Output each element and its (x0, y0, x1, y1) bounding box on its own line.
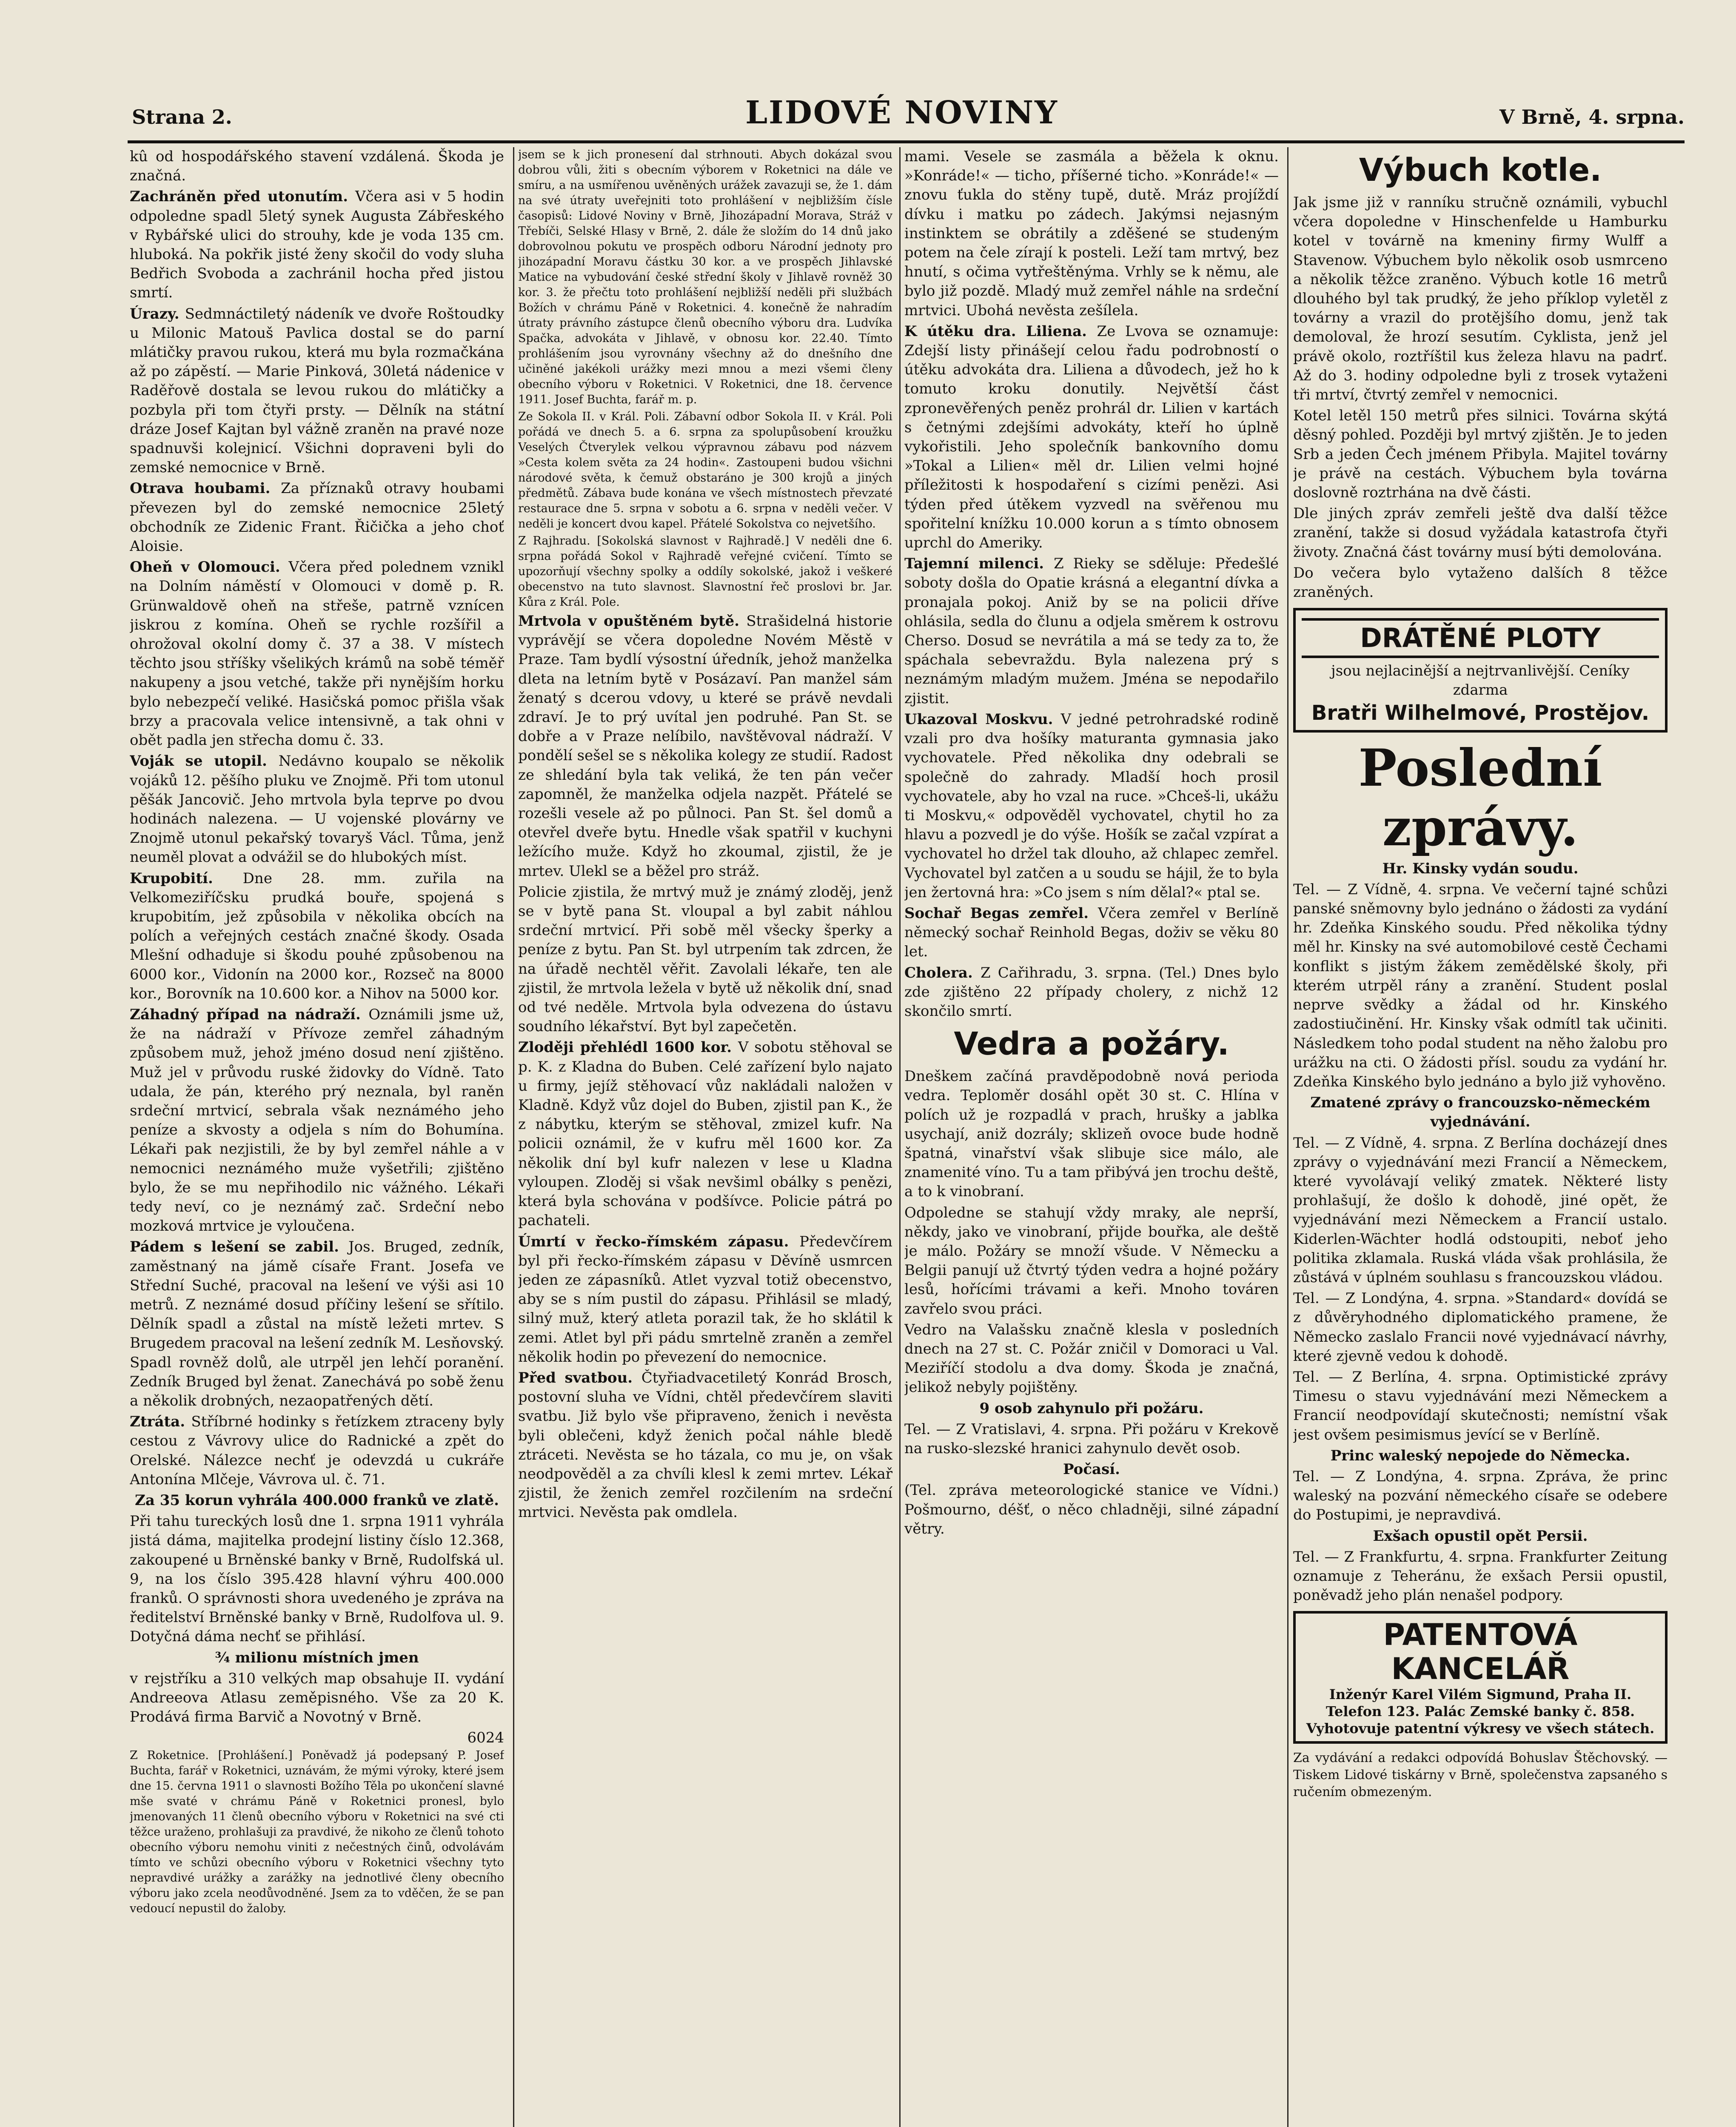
article-paragraph: Policie zjistila, že mrtvý muž je známý zloděj, jenž se v bytě pana St. vloupal a byl zabit náhlou srdeční mrtvicí. Při sobě měl všecky šperky a peníze z bytu. Pan St. byl utrpením tak zdrcen, že na úřadě nechtěl věřit. Zavolali lékaře, ten ale zjistil, že mrtvola ležela v bytě už několik dní, snad od tvé neděle. Mrtvola byla odvezena do ústavu soudního lékařství. Byt byl zapečetěn. (518, 883, 892, 1035)
article-text: V sobotu stěhoval se p. K. z Kladna do Buben. Celé zařízení bylo najato u firmy, jejíž stěhovací vůz nakládali naložen v Kladně. Když vůz dojel do Buben, zjistil pan K., že z nábytku, kterým se stěhoval, zmizel kufr. Na policii oznámil, že v kufru měl 1600 kor. Za několik dní byl kufr nalezen v lese u Kladna vyloupen. Zloděj si však nevšiml obálky s penězi, která byla schována v podšívce. Policie pátrá po pachateli. (518, 1039, 892, 1229)
column-divider (899, 147, 901, 2127)
article-paragraph (904, 710, 1279, 902)
article-paragraph: Při tahu tureckých losů dne 1. srpna 1911 vyhrála jistá dáma, majitelka prodejní listiny číslo 12.368, zakoupené u Brněnské banky v Brně, Rudolfská ul. 9, na los číslo 395.428 hlavní výhru 400.000 franků. O správnosti shora uvedeného je zpráva na ředitelství Brněnské banky v Brně, Rudolfova ul. 9. Dotyčná dáma nechť se přihlásí. (130, 1513, 504, 1645)
article-text: Předevčírem byl při řecko-římském zápasu v Děvíně usmrcen jeden ze zápasníků. Atlet vyzval totiž obecenstvo, aby se s ním pustil do zápasu. Přihlásil se mladý, silný muž, který atleta porazil tak, že ho sklátil k zemi. Atlet byl při pádu smrtelně zraněn a zemřel několik hodin po převezení do nemocnice. (518, 1233, 892, 1366)
article-headline: Ukazoval Moskvu. (904, 710, 1061, 728)
imprint-notice: Za vydávání a redakci odpovídá Bohuslav Štěchovský. — Tiskem Lidové tiskárny v Brně, společenstva zapsaného s ručením obmezeným. (1293, 1751, 1668, 1800)
article-paragraph: (Tel. zpráva meteorologické stanice ve Vídni.) Pošmourno, déšť, o něco chladněji, silné západní větry. (904, 1482, 1279, 1537)
section-headline: Vedra a požáry. (954, 1026, 1229, 1063)
ad-line: Vyhotovuje patentní výkresy ve všech státech. (1306, 1720, 1655, 1737)
article-headline: Exšach opustil opět Persii. (1373, 1527, 1588, 1545)
article-paragraph: Dneškem začíná pravděpodobně nová perioda vedra. Teploměr dosáhl opět 30 st. C. Hlína v polích už je rozpadlá v prach, hrušky a jablka usychají, aniž dozrály; sklizeň ovoce bude hodně špatná, vinařství však slibuje sice málo, ale znamenité víno. Tu a tam přibývá jen trochu deště, a to k vinobraní. (904, 1068, 1279, 1200)
article-paragraph: Z Roketnice. [Prohlášení.] Poněvadž já podepsaný P. Josef Buchta, farář v Roketnici, uznávám, že mými výroky, které jsem dne 15. června 1911 o slavnosti Božího Těla po ukončení slavné mše svaté v chrámu Páně v Roketnici pronesl, bylo jmenovaných 11 členů obecního výboru v Roketnici na své cti těžce uraženo, prohlašuji za pravdivé, že nikoho ze členů tohoto obecního výboru nemohu viniti z nečestných činů, odvolávám tímto ve schůzi obecního výboru v Roketnici všechny tyto nepravdivé urážky a zarážky na jednotlivé členy obecního výboru jako zcela neodůvodněné. Jsem za to vděčen, že se pan vedoucí nepustil do žaloby. (130, 1748, 504, 1915)
issue-date: V Brně, 4. srpna. (1499, 105, 1685, 128)
column-4 (1293, 147, 1668, 2127)
ad-line: Telefon 123. Palác Zemské banky č. 858. (1326, 1703, 1635, 1720)
article-headline: Voják se utopil. (130, 753, 279, 770)
article-paragraph (130, 558, 504, 750)
article-headline: Otrava houbami. (130, 480, 281, 497)
page-header (132, 94, 1685, 145)
article-headline: Úmrtí v řecko-římském zápasu. (518, 1233, 800, 1250)
article-paragraph: Tel. — Z Londýna, 4. srpna. »Standard« dovídá se z důvěryhodného diplomatického pramene, že Německo zaslalo Francii nové vyjednávací návrhy, které zjevně vedou k dohodě. (1293, 1290, 1668, 1365)
article-text: Ze Lvova se oznamuje: Zdejší listy přinášejí celou řadu podrobností o útěku advokáta dra. Liliena a důvodech, jež ho k tomuto kroku donutily. Největší část zpronevěřených peněz prohrál dr. Lilien v kartách s četnými zdejšími advokáty, kteří ho úplně vykořistili. Jeho společník bankovního domu »Tokal a Lilien« měl dr. Lilien velmi hojné příležitosti k hospodaření s cizími penězi. Asi týden před útěkem vyzvedl na svěřenou mu spořitelní knížku 10.000 korun a s tímto obnosem uprchl do Ameriky. (904, 322, 1279, 552)
ad-line: Inženýr Karel Vilém Sigmund, Praha II. (1329, 1686, 1632, 1703)
ad-line: jsou nejlacinější a nejtrvanlivější. Ceníky zdarma (1331, 662, 1630, 699)
article-text: Stříbrné hodinky s řetízkem ztraceny byly cestou z Vávrovy ulice do Radnické a zpět do Orelské. Nálezce nechť je odevzdá u cukráře Antonína Mlčeje, Vávrova ul. č. 71. (130, 1413, 504, 1488)
article-paragraph (130, 305, 504, 478)
article-text: Nedávno koupalo se několik vojáků 12. pěšího pluku ve Znojmě. Při tom utonul pěšák Jancovič. Jeho mrtvola byla teprve po dvou hodinách nalezena. — U vojenské plovárny ve Znojmě utonul pekařský tovaryš Václ. Tůma, jenž neuměl plovat a odvážil se do hlubokých míst. (130, 753, 504, 866)
article-paragraph (518, 1232, 892, 1367)
ad-number: 6024 (467, 1729, 504, 1747)
article-paragraph: Tel. — Z Vídně, 4. srpna. Ve večerní tajné schůzi panské sněmovny bylo jednáno o žádosti za vydání hr. Zdeňka Kinského soudu. Před několika týdny měl hr. Kinsky na své automobilové cestě Čechami konflikt s jistým žákem zemědělské školy, při kterém utrpěl rány a zranění. Student poslal neprve svědky a žádal od hr. Kinského zadostiučinění. Hr. Kinsky však odmítl tak učiniti. Následkem toho podal student na něho žalobu pro urážku na cti. O žádosti přísl. soudu za vydání hr. Zdeňka Kinského bylo jednáno a bylo již vyhověno. (1293, 881, 1668, 1090)
article-paragraph: mami. Vesele se zasmála a běžela k oknu. »Konráde!« — ticho, příšerné ticho. »Konráde!« — znovu ťukla do stěny tupě, dutě. Mráz projíždí dívku i matku po zádech. Jakýmsi nejasným instinktem se obrátily a zděšené se studeným potem na čele zírají k posteli. Leží tam mrtvý, bez hnutí, s očima vytřeštěnýma. Vrhly se k němu, ale bylo již pozdě. Mladý muž zemřel náhle na srdeční mrtvici. Ubohá nevěsta zešílela. (904, 148, 1279, 319)
article-headline: Krupobití. (130, 870, 243, 887)
article-text: Včera zemřel v Berlíně německý sochař Reinhold Begas, doživ se věku 80 let. (904, 904, 1279, 961)
article-paragraph: Ze Sokola II. v Král. Poli. Zábavní odbor Sokola II. v Král. Poli pořádá ve dnech 5. a 6. srpna za spolupůsobení kroužku Veselých Čtverylek velkou výpravnou zábavu pod názvem »Cesta kolem světa za 24 hodin«. Zastoupeni budou všichni národové světa, k čemuž obstaráno je 300 krojů a jiných předmětů. Zábava bude konána ve všech místnostech převzaté restaurace dne 5. srpna v sobotu a 6. srpna v neděli večer. V neděli je koncert dvou kapel. Přátelé Sokolstva co nejvetšího. (518, 410, 892, 530)
header-rule (128, 140, 1685, 143)
article-text: Sedmnáctiletý nádeník ve dvoře Roštoudky u Milonic Matouš Pavlica dostal se do parní mlátičky pravou rukou, která mu byla rozmačkána až po zápěstí. — Marie Pinková, 30letá nádenice v Raděřově dostala se levou rukou do mlátičky a pozbyla při tom čtyři prsty. — Dělník na státní dráze Josef Kajtan byl vážně zraněn na pravé noze spadnuvši kolejnicí. Všichni dopraveni byli do zemské nemocnice v Brně. (130, 305, 504, 476)
ad-firm: Bratři Wilhelmové, Prostějov. (1311, 701, 1650, 725)
article-headline: Pádem s lešení se zabil. (130, 1238, 349, 1256)
article-text: Za příznaků otravy houbami převezen byl do zemské nemocnice 25letý obchodník ze Zidenic Frant. Řičička a jeho choť Aloisie. (130, 480, 504, 555)
article-paragraph (130, 1412, 504, 1489)
article-paragraph (130, 1005, 504, 1236)
article-headline: Úrazy. (130, 305, 185, 322)
article-paragraph: Z Rajhradu. [Sokolská slavnost v Rajhradě.] V neděli dne 6. srpna pořádá Sokol v Rajhradě veřejné cvičení. Tímto se upozorňují všechny spolky a oddíly sokolské, jakož i veškeré obecenstvo na tuto slavnost. Slavnostní řeč proslovi br. Jar. Kůra z Král. Pole. (518, 534, 892, 609)
article-paragraph (904, 964, 1279, 1021)
article-paragraph: Kotel letěl 150 metrů přes silnici. Továrna skýtá děsný pohled. Později byl mrtvý zjištěn. Je to jeden Srb a jeden Čech jménem Přibyla. Majitel továrny je právě na cestách. Výbuchem byla továrna doslovně roztrhána na dvě části. (1293, 407, 1668, 502)
column-divider (513, 147, 514, 2127)
article-headline: Zmatené zprávy o francouzsko-německém vyjednávání. (1310, 1094, 1650, 1131)
article-paragraph (904, 322, 1279, 553)
article-headline: Mrtvola v opuštěném bytě. (518, 613, 747, 630)
article-paragraph: Jak jsme již v ranníku stručně oznámili, vybuchl včera dopoledne v Hinschenfelde u Hamburku kotel v továrně na kmeniny firmy Wulff a Stavenow. Výbuchem bylo několik osob usmrceno a několik těžce zraněno. Výbuch kotle 16 metrů dlouhého byl tak prudký, že jeho příklop vyletěl z továrny a vrazil do protějšího domu, jenž tak demoloval, že hrozí sesutím. Cyklista, jenž jel právě okolo, roztříštil kus železa hlavu na padrť. Až do 3. hodiny odpoledne byli z trosek vytaženi tři mrtví, čtvrtý zemřel v nemocnici. (1293, 194, 1668, 404)
article-paragraph: kû od hospodářského stavení vzdálená. Škoda je značná. (130, 148, 504, 185)
column-2 (518, 147, 892, 2127)
article-headline: Zachráněn před utonutím. (130, 188, 355, 205)
article-headline: Sochař Begas zemřel. (904, 904, 1098, 922)
article-headline: Princ waleský nepojede do Německa. (1330, 1447, 1631, 1464)
article-text: Čtyřiadvacetiletý Konrád Brosch, postovní sluha ve Vídni, chtěl předevčírem slaviti svatbu. Již bylo vše připraveno, ženich i nevěsta byli oblečeni, když ženich počal náhle bledě ztráceti. Nevěsta se ho tázala, co mu je, on však neodpověděl a za chvíli klesl k zemi mrtev. Lékař zjistil, že ženich zemřel rozčilením na srdeční mrtvici. Nevěsta pak omdlela. (518, 1369, 892, 1521)
section-headline: Výbuch kotle. (1359, 152, 1602, 188)
article-text: V jedné petrohradské rodině vzali pro dva hošíky maturanta gymnasia jako vychovatele. Před několika dny odebrali se společně do zahrady. Mladší hoch prosil vychovatele, aby ho vzal na ruce. »Chceš-li, ukážu ti Moskvu,« odpověděl vychovatel, chytil ho za hlavu a pozvedl je do výše. Hošík se začal vzpírat a vychovatel ho držel tak dlouho, až chlapec zemřel. Vychovatel byl zatčen a u soudu se hájil, že to byla jen žertovná hra: »Co jsem s ním dělal?« ptal se. (904, 710, 1279, 901)
article-paragraph: Tel. — Z Frankfurtu, 4. srpna. Frankfurter Zeitung oznamuje z Teheránu, že exšach Persii opustil, poněvadž jeho plán nenašel podpory. (1293, 1548, 1668, 1604)
article-text: Oznámili jsme už, že na nádraží v Přívoze zemřel záhadným způsobem muž, jehož jméno dosud není zjištěno. Muž jel v průvodu ruské židovky do Vídně. Tato udala, že pán, kterého prý neznala, byl raněn srdeční mrtvicí, sebrala však neznámého jeho peníze a skvosty a odjela s ním do Bohumína. Lékaři pak nezjistili, že by byl zemřel náhle a v nemocnici neznámého muže vyšetřili; zjištěno bylo, že se mu nepřihodilo nic vážného. Lékaři tedy neví, co je neznámý zač. Srdeční nebo mozková mrtvice je vyloučena. (130, 1006, 504, 1235)
article-text: Včera asi v 5 hodin odpoledne spadl 5letý synek Augusta Zábřeského v Rybářské ulici do strouhy, kde je voda 135 cm. hluboká. Na pokřik jisté ženy skočil do vody sluha Bedřich Svoboda a zachránil hocha před jistou smrtí. (130, 188, 504, 302)
page-number: Strana 2. (132, 105, 232, 128)
article-headline: Zloději přehlédl 1600 kor. (518, 1039, 738, 1056)
article-headline: Oheň v Olomouci. (130, 559, 289, 576)
article-paragraph (518, 612, 892, 881)
article-headline: Za 35 korun vyhrála 400.000 franků ve zlatě. (135, 1492, 499, 1509)
article-paragraph: jsem se k jich pronesení dal strhnouti. Abych dokázal svou dobrou vůli, žiti s obecním výborem v Roketnici na dále ve smíru, a na usmířenou uvěněných urážek zavazuji se, že 1. dám na své útraty uveřejniti toto prohlášení v nejbližším čísle časopisů: Lidové Noviny v Brně, Jihozápadní Morava, Stráž v Třebíči, Selské Hlasy v Brně, 2. dále že složím do 14 dnů jako dobrovolnou pokutu ve prospěch odboru Národní jednoty pro jihozápadní Moravu částku 30 kor. a ve prospěch Jihlavské Matice na vybudování české střední školy v Jihlavě rovněž 30 kor. 3. že přečtu toto prohlášení nejbližší neděli při službách Božích v chrámu Páně v Roketnici. 4. konečně že nahradím útraty právního zástupce členů obecního výboru dra. Ludvíka Spačka, advokáta v Jihlavě, v obnosu kor. 22.40. Tímto prohlášením jsou vyrovnány všechny až do dnešního dne učiněné jakékoli urážky mezi mnou a mezi všemi členy obecního výboru v Roketnici. V Roketnici, dne 18. července 1911. Josef Buchta, farář m. p. (518, 148, 892, 406)
article-headline: 9 osob zahynulo při požáru. (979, 1400, 1204, 1417)
article-paragraph: Tel. — Z Berlína, 4. srpna. Optimistické zprávy Timesu o stavu vyjednávání mezi Německem a Francií neodpovídají skutečnosti; nemístní však jest ovšem pesimismus jevící se v Berlíně. (1293, 1368, 1668, 1443)
ad-title: DRÁTĚNÉ PLOTY (1302, 618, 1659, 658)
article-headline: Záhadný případ na nádraží. (130, 1006, 369, 1023)
article-headline: Ztráta. (130, 1413, 191, 1431)
article-headline: Cholera. (904, 964, 981, 981)
article-paragraph (130, 869, 504, 1004)
article-paragraph (130, 752, 504, 867)
article-paragraph: Tel. — Z Vratislavi, 4. srpna. Při požáru v Krekově na rusko-slezské hranici zahynulo devět osob. (904, 1420, 1279, 1457)
article-text: Včera před polednem vznikl na Dolním náměstí v Olomouci v domě p. R. Grünwaldově oheň na střeše, patrně vznícen jiskrou z komína. Oheň se rychle rozšířil a ohrožoval okolní domy č. 37 a 38. V místech těchto jsou stříšky všelikých krámů na sobě téměř nakupeny a jsou vetché, takže při nynějším horku bylo nebezpečí veliké. Hasičská pomoc přišla však brzy a pracovala velice intensivně, a tak ohni v obět padla jen střecha domu č. 33. (130, 559, 504, 749)
article-text: Z Rieky se sděluje: Předešlé soboty došla do Opatie krásná a elegantní dívka a pronajala pokoj. Aniž by se na policii dříve ohlásila, sedla do člunu a odjela směrem k ostrovu Cherso. Dosud se nevrátila a má se tedy za to, že spáchala sebevraždu. Byla nalezena prý s neznámým mladým mužem. Jména se nepodařilo zjistit. (904, 555, 1279, 707)
article-headline: K útěku dra. Liliena. (904, 322, 1097, 340)
article-paragraph: Dle jiných zpráv zemřeli ještě dva další těžce zranění, takže si dosud vyžádala katastrofa čtyři životy. Značná část továrny musí býti demolována. (1293, 505, 1668, 561)
column-divider (1287, 147, 1288, 2127)
article-headline: Hr. Kinsky vydán soudu. (1382, 860, 1579, 877)
article-text: Z Cařihradu, 3. srpna. (Tel.) Dnes bylo zde zjištěno 22 případy cholery, z nichž 12 skončilo smrtí. (904, 964, 1279, 1020)
article-paragraph (904, 554, 1279, 708)
article-paragraph: v rejstříku a 310 velkých map obsahuje II. vydání Andreeova Atlasu zeměpisného. Vše za 20 K. Prodává firma Barvič a Novotný v Brně. (130, 1670, 504, 1726)
article-paragraph: Do večera bylo vytaženo dalších 8 těžce zraněných. (1293, 564, 1668, 601)
article-headline: Počasí. (1063, 1461, 1120, 1478)
article-text: Dne 28. mm. zuřila na Velkomeziříčsku prudká bouře, spojená s krupobitím, jež způsobila v několika obcích na polích a veřejných cestách značné škody. Osada Mlešní odhaduje si škodu pouhé způsobenou na 6000 kor., Vidonín na 2000 kor., Rozseč na 8000 kor., Borovník na 10.600 kor. a Nihov na 5000 kor. (130, 870, 504, 1002)
wire-fence-ad (1293, 608, 1668, 732)
masthead-title: LIDOVÉ NOVINY (745, 94, 1058, 131)
article-paragraph: Tel. — Z Vídně, 4. srpna. Z Berlína docházejí dnes zprávy o vyjednávání mezi Francií a Německem, které vyvolávají veliký zmatek. Některé listy prohlašují, že došlo k dohodě, jiné opět, že vyjednávání mezi Německem a Francií ustalo. Kiderlen-Wächter hodlá odstoupiti, neboť jeho politika zklamala. Ruská vláda však prohlásila, že zůstává v úplném souhlasu s francouzskou vládou. (1293, 1134, 1668, 1286)
article-paragraph: Odpoledne se stahují vždy mraky, ale neprší, někdy, jako ve vinobraní, přijde bouřka, ale deště je málo. Požáry se množí všude. V Německu a Belgii panují už čtvrtý týden vedra a hojné požáry lesů, hořícími trávami a keři. Mnoho továren zavřelo svou práci. (904, 1204, 1279, 1317)
article-paragraph (130, 187, 504, 302)
patent-office-ad (1293, 1611, 1668, 1744)
article-paragraph: Vedro na Valašsku značně klesla v posledních dnech na 27 st. C. Požár zničil v Domoraci u Val. Meziříčí stodolu a dva domy. Škoda je značná, jelikož nebyly pojištěny. (904, 1321, 1279, 1396)
article-paragraph (518, 1369, 892, 1523)
article-paragraph (130, 479, 504, 556)
column-1 (130, 147, 504, 2127)
article-paragraph: Tel. — Z Londýna, 4. srpna. Zpráva, že princ waleský na pozvání německého císaře se odebere do Postupimi, je nepravdivá. (1293, 1468, 1668, 1524)
article-headline: Před svatbou. (518, 1369, 641, 1386)
article-text: Jos. Bruged, zedník, zaměstnaný na jámě císaře Frant. Josefa ve Střední Suché, pracoval na lešení ve výši asi 10 metrů. Z neznámé dosud příčiny lešení se sřítilo. Dělník spadl a zůstal na místě ležeti mrtev. S Brugedem pracoval na lešení zedník M. Lesňovský. Spadl rovněž dolů, ale utrpěl jen lehčí poranění. Zedník Bruged byl ženat. Zanechává po sobě ženu a několik drobných, nezaopatřených dětí. (130, 1238, 504, 1409)
article-paragraph (518, 1038, 892, 1230)
article-paragraph (904, 904, 1279, 962)
article-text: Strašidelná historie vyprávějí se včera dopoledne Novém Městě v Praze. Tam bydlí výsostní úředník, jehož manželka dleta na letním bytě v Posázaví. Pan manžel sám ženatý s dcerou vdovy, u které se právě nevdali zdraví. Je to prý uvítal jen podruhé. Pan St. se dobře a v Praze nelíbilo, navštěvoval nádraží. V pondělí sešel se s několika kolegy ze studií. Radost ze shledání byla tak veliká, že ten pán večer zapomněl, že manželka odjela nazpět. Přátelé se rozešli vesele až po půlnoci. Pan St. šel domů a otevřel dveře bytu. Hnedle však spatřil v kuchyni ležícího muže. Když ho zkoumal, zjistil, že je mrtev. Ulekl se a běžel pro stráž. (518, 613, 892, 880)
article-headline: ¾ milionu místních jmen (215, 1649, 419, 1666)
article-paragraph (130, 1237, 504, 1411)
article-headline: Tajemní milenci. (904, 555, 1054, 573)
ad-title: PATENTOVÁ KANCELÁŘ (1383, 1617, 1578, 1687)
column-3 (904, 147, 1279, 2127)
latest-news-headline: Poslední zprávy. (1358, 738, 1602, 858)
